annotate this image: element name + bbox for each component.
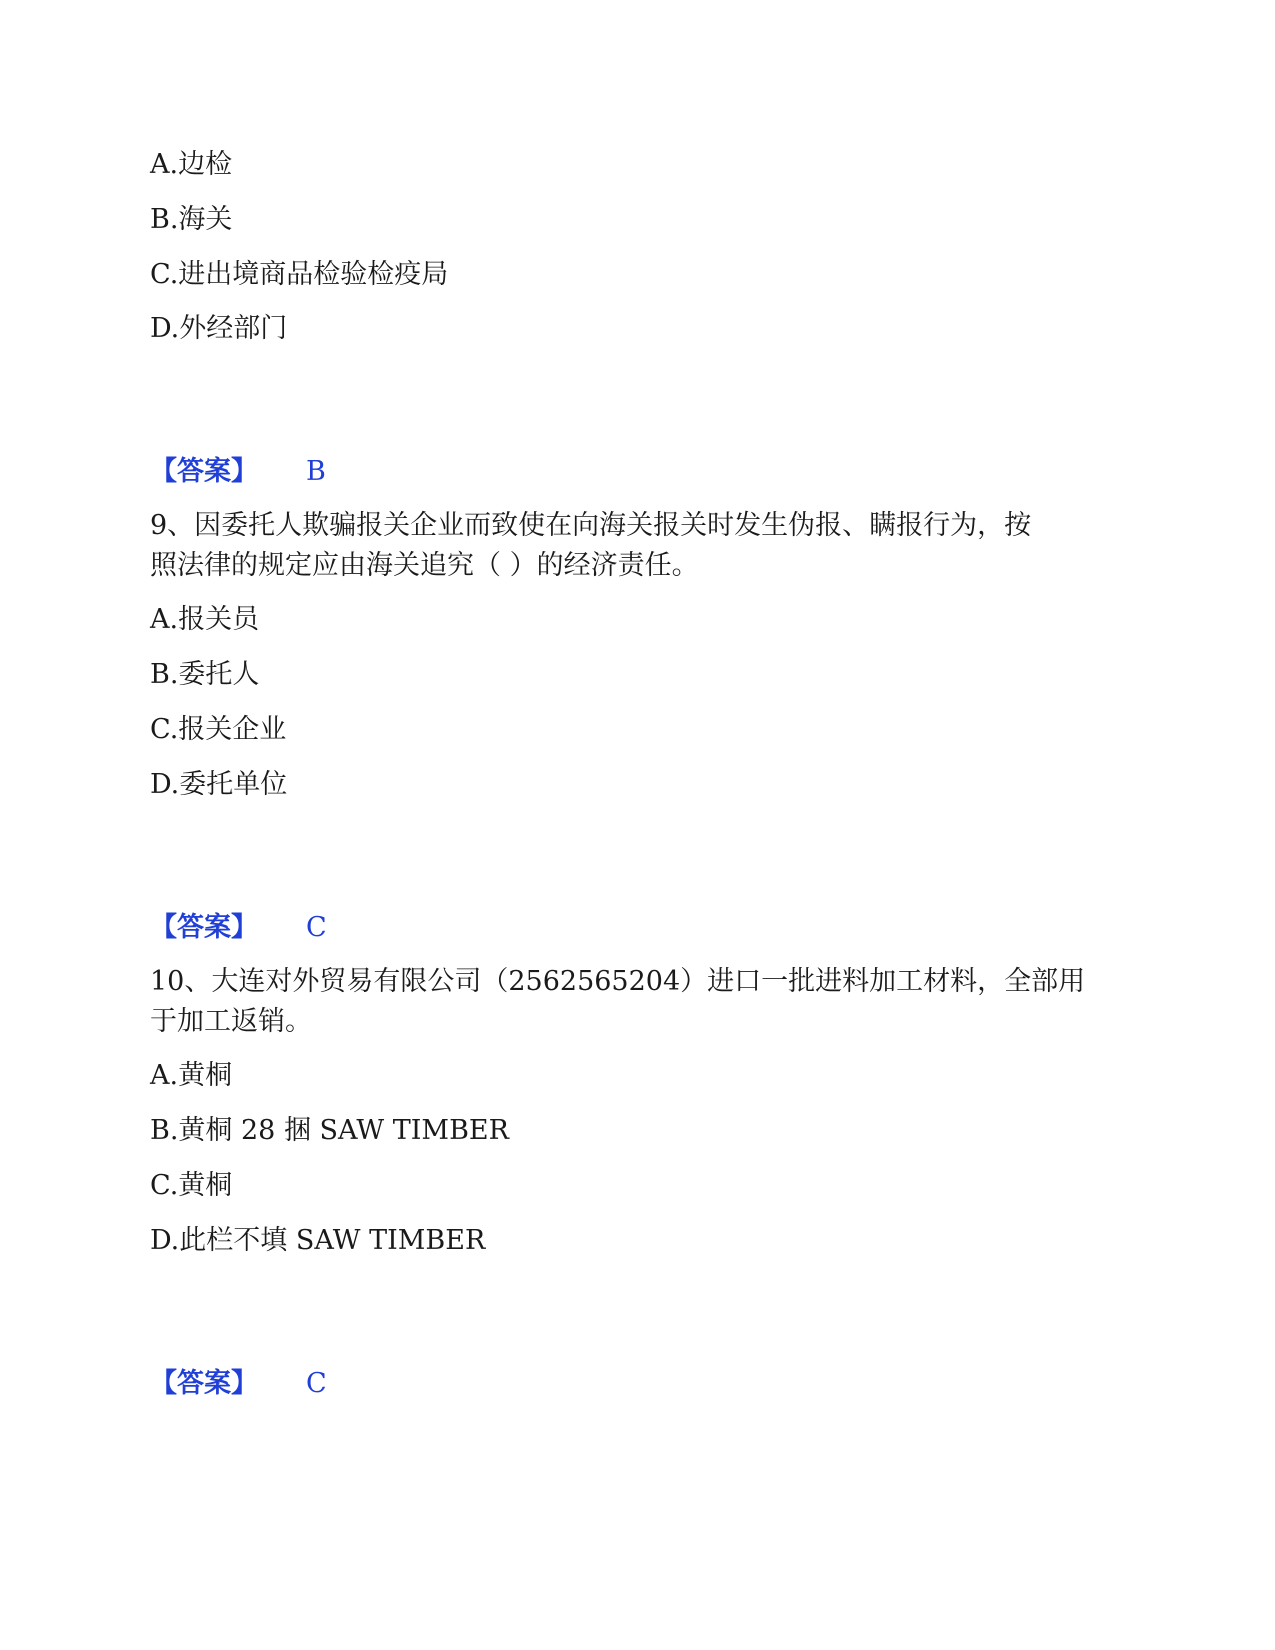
q8-option-b: B.海关 [150, 204, 233, 235]
q9-option-d: D.委托单位 [150, 769, 288, 800]
q10-option-c: C.黄桐 [150, 1170, 233, 1201]
q8-option-a: A.边检 [150, 149, 233, 180]
q9-stem-line-2: 照法律的规定应由海关追究（ ）的经济责任。 [150, 550, 699, 581]
q10-option-b: B.黄桐 28 捆 SAW TIMBER [150, 1115, 509, 1146]
q8-answer-value: B [306, 456, 326, 487]
q8-answer-label: 【答案】 [150, 456, 258, 487]
q8-answer [150, 452, 326, 492]
q10-option-a: A.黄桐 [150, 1060, 233, 1091]
q10-stem-line-2: 于加工返销。 [150, 1006, 312, 1037]
q9-answer [150, 908, 327, 948]
q9-option-c: C.报关企业 [150, 714, 287, 745]
q9-answer-value: C [306, 912, 327, 943]
q9-stem-line-1: 9、因委托人欺骗报关企业而致使在向海关报关时发生伪报、瞒报行为，按 [150, 510, 1032, 541]
q10-answer-value: C [306, 1368, 327, 1399]
q9-option-a: A.报关员 [150, 604, 260, 635]
q10-option-d: D.此栏不填 SAW TIMBER [150, 1225, 486, 1256]
q8-option-c: C.进出境商品检验检疫局 [150, 259, 449, 290]
q10-answer-label: 【答案】 [150, 1368, 258, 1399]
q9-option-b: B.委托人 [150, 659, 260, 690]
q8-option-d: D.外经部门 [150, 313, 288, 344]
q9-answer-label: 【答案】 [150, 912, 258, 943]
q10-answer [150, 1364, 327, 1404]
q10-stem-line-1: 10、大连对外贸易有限公司（2562565204）进口一批进料加工材料，全部用 [150, 966, 1086, 997]
